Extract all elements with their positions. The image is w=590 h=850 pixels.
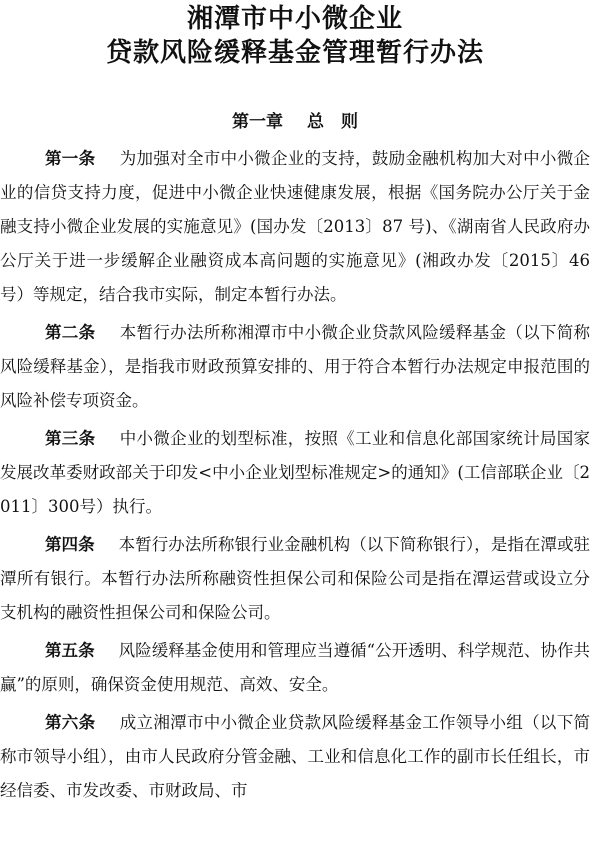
article-paragraph [0, 634, 590, 702]
article-label: 第五条 [45, 641, 95, 660]
document-title-line-1: 湘潭市中小微企业 [186, 4, 403, 34]
article-label: 第四条 [45, 535, 95, 554]
article-text: 中小微企业的划型标准，按照《工业和信息化部国家统计局国家发展改革委财政部关于印发<中小企业划型标准规定>的通知》(工信部联企业〔2011〕300号）执行。 [0, 429, 590, 516]
article-text: 本暂行办法所称银行业金融机构（以下简称银行），是指在潭或驻潭所有银行。本暂行办法所称融资性担保公司和保险公司是指在潭运营或设立分支机构的融资性担保公司和保险公司。 [0, 535, 590, 622]
document-title-line-2: 贷款风险缓释基金管理暂行办法 [105, 38, 484, 68]
article-paragraph [0, 142, 590, 312]
chapter-label: 第一章 [232, 112, 283, 132]
article-label: 第一条 [45, 149, 96, 168]
article-paragraph [0, 528, 590, 630]
article-text: 风险缓释基金使用和管理应当遵循“公开透明、科学规范、协作共赢”的原则，确保资金使用规范、高效、安全。 [0, 641, 590, 694]
article-paragraph [0, 422, 590, 524]
chapter-heading [0, 110, 590, 134]
article-paragraph [0, 316, 590, 418]
article-label: 第三条 [45, 429, 96, 448]
article-text: 成立湘潭市中小微企业贷款风险缓释基金工作领导小组（以下简称市领导小组），由市人民政府分管金融、工业和信息化工作的副市长任组长，市经信委、市发改委、市财政局、市 [0, 713, 590, 800]
article-text: 本暂行办法所称湘潭市中小微企业贷款风险缓释基金（以下简称风险缓释基金），是指我市财政预算安排的、用于符合本暂行办法规定申报范围的风险补偿专项资金。 [0, 323, 590, 410]
article-text: 为加强对全市中小微企业的支持，鼓励金融机构加大对中小微企业的信贷支持力度，促进中小微企业快速健康发展，根据《国务院办公厅关于金融支持小微企业发展的实施意见》(国办发〔2013〕87 号)、《湖南省人民政府办公厅关于进一步缓解企业融资成本高问题的实施意见》(湘政办发〔2015〕46 号）等规定，结合我市实际，制定本暂行办法。 [0, 149, 590, 304]
document-body [0, 142, 590, 812]
article-paragraph [0, 706, 590, 808]
chapter-name: 总 则 [307, 112, 358, 132]
article-label: 第二条 [45, 323, 96, 342]
article-label: 第六条 [45, 713, 96, 732]
